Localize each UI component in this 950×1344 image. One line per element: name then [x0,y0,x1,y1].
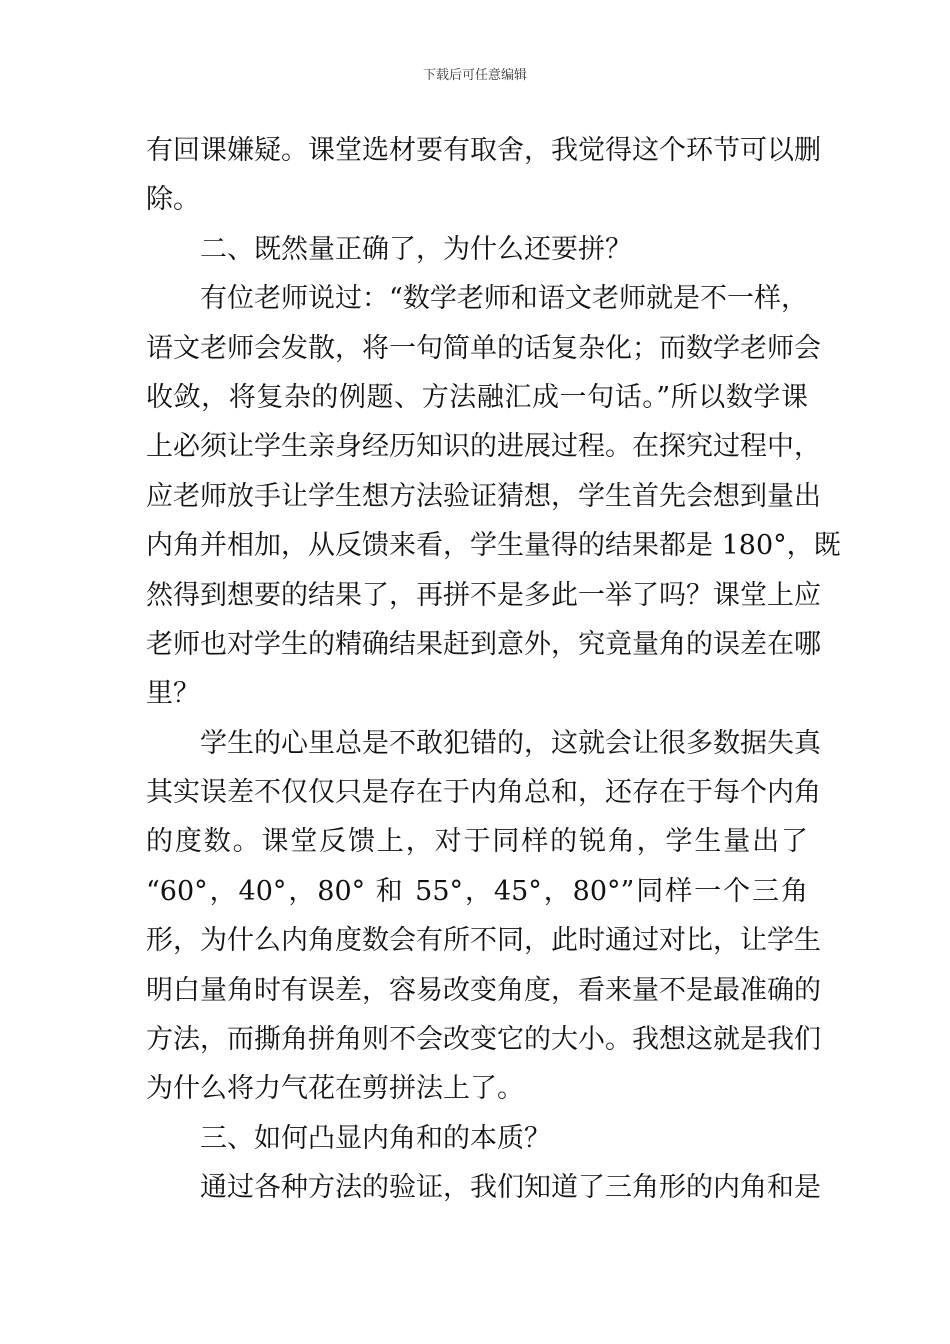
page-header: 下载后可任意编辑 [422,68,527,83]
text-line-18: 明白量角时有误差，容易改变角度，看来量不是最准确的 [146,974,821,1006]
text-line-17: 形，为什么内角度数会有所不同，此时通过对比，让学生 [146,925,821,957]
text-line-11: 老师也对学生的精确结果赶到意外，究竟量角的误差在哪 [146,628,821,660]
text-line-10: 然得到想要的结果了，再拼不是多此一举了吗？课堂上应 [146,579,821,611]
text-line-15: 的度数。课堂反馈上，对于同样的锐角，学生量出了 [146,826,808,858]
text-line-13: 学生的心里总是不敢犯错的，这就会让很多数据失真 [200,727,821,759]
text-line-7: 上必须让学生亲身经历知识的进展过程。在探究过程中， [146,431,821,463]
section-heading-2: 二、既然量正确了，为什么还要拼？ [200,233,632,265]
text-line-9: 内角并相加，从反馈来看，学生量得的结果都是 180°，既 [146,530,841,562]
text-line-1: 有回课嫌疑。课堂选材要有取舍，我觉得这个环节可以删 [146,135,821,166]
text-line-2: 除。 [146,184,200,216]
section-heading-3: 三、如何凸显内角和的本质？ [200,1122,551,1154]
text-line-4: 有位老师说过：“数学老师和语文老师就是不一样， [200,283,808,315]
document-body [146,126,841,1213]
text-line-12: 里？ [146,678,200,710]
text-line-16: “60°，40°，80° 和 55°，45°，80°”同样一个三角 [146,875,808,907]
text-line-8: 应老师放手让学生想方法验证猜想，学生首先会想到量出 [146,480,821,512]
text-line-22: 通过各种方法的验证，我们知道了三角形的内角和是 [200,1172,821,1204]
text-line-6: 收敛，将复杂的例题、方法融汇成一句话。”所以数学课 [146,381,808,413]
text-line-20: 为什么将力气花在剪拼法上了。 [146,1073,524,1105]
text-line-5: 语文老师会发散，将一句简单的话复杂化；而数学老师会 [146,332,821,364]
text-line-19: 方法，而撕角拼角则不会改变它的大小。我想这就是我们 [146,1024,821,1056]
text-line-14: 其实误差不仅仅只是存在于内角总和，还存在于每个内角 [146,777,821,809]
